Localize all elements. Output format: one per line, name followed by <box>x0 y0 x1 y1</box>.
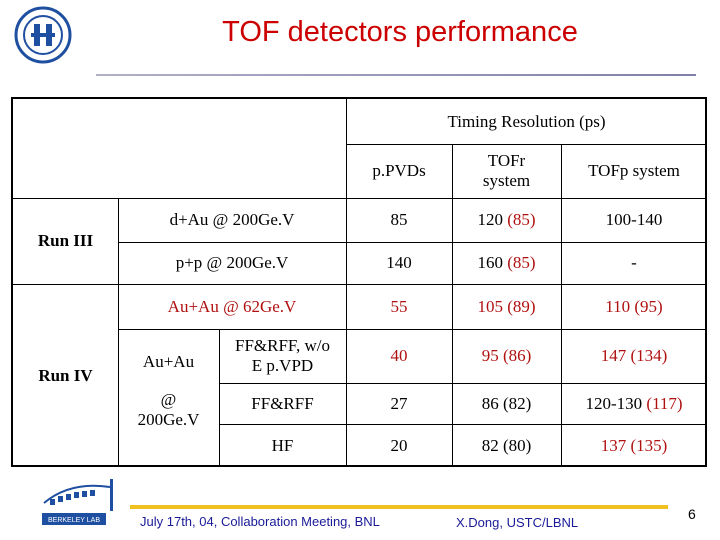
page-number: 6 <box>688 506 696 522</box>
row-hf-ppvd: 20 <box>390 435 408 455</box>
row-pp-ppvd: 140 <box>386 253 412 273</box>
row-pp-tofr-paren: (85) <box>507 253 536 273</box>
row-ffrff-wo-name <box>219 329 346 383</box>
header-tofp-system: TOFp system <box>588 161 680 181</box>
row-ffrff-wo-tofr: 95 (86) <box>481 346 532 366</box>
row-hf-tofr <box>452 424 561 467</box>
row-dau-tofr-paren: (85) <box>507 210 536 230</box>
row-ffrff-tofp-value: 120-130 <box>585 393 643 413</box>
row-ffrff-tofr-value: 86 <box>481 393 499 413</box>
performance-table <box>11 97 707 467</box>
row-dau-name: d+Au @ 200Ge.V <box>169 210 295 230</box>
row-ffrff-ppvd: 27 <box>390 393 408 413</box>
row-hf-tofp: 137 (135) <box>600 435 668 455</box>
header-tofr-line2: system <box>482 171 531 190</box>
title-divider <box>96 74 696 76</box>
row-hf-name: HF <box>271 435 294 455</box>
row-auau62-ppvd: 55 <box>390 296 408 316</box>
header-tofr-line1: TOFr <box>487 151 526 171</box>
footer-meeting: July 17th, 04, Collaboration Meeting, BNL <box>140 514 380 529</box>
footer-author: X.Dong, USTC/LBNL <box>456 515 579 530</box>
row-auau62-tofr: 105 (89) <box>477 296 536 316</box>
run4-label: Run IV <box>38 365 93 385</box>
row-ffrff-tofp-paren: (117) <box>646 393 683 413</box>
row-dau-tofr-value: 120 <box>477 210 503 230</box>
group-auau200-line1: Au+Au <box>142 352 195 372</box>
lab-logo-text: BERKELEY LAB <box>47 517 101 524</box>
header-ppvds: p.PVDs <box>372 161 426 181</box>
group-auau200-at: @ <box>160 390 177 410</box>
row-ffrff-tofr <box>452 383 561 424</box>
row-ffrff-wo-ppvd: 40 <box>390 346 408 366</box>
row-ffrff-tofr-paren: (82) <box>502 393 532 413</box>
group-auau200-line3: 200Ge.V <box>137 410 200 429</box>
footer-bar <box>130 505 668 509</box>
row-auau62-name: Au+Au @ 62Ge.V <box>167 296 297 316</box>
row-hf-tofr-value: 82 <box>481 435 499 455</box>
row-hf-tofr-paren: (80) <box>502 435 532 455</box>
header-tofr-system <box>452 144 561 198</box>
row-ffrff-wo-line2: E p.VPD <box>251 356 314 375</box>
row-ffrff-name: FF&RFF <box>251 393 314 413</box>
row-dau-tofr <box>452 198 561 242</box>
row-pp-tofr <box>452 242 561 284</box>
run3-label: Run III <box>37 231 94 251</box>
row-dau-ppvd: 85 <box>390 210 408 230</box>
row-ffrff-tofp <box>561 383 707 424</box>
page-title: TOF detectors performance <box>222 16 578 48</box>
row-ffrff-wo-tofp: 147 (134) <box>600 346 668 366</box>
row-pp-tofp: - <box>631 253 637 273</box>
row-dau-tofp: 100-140 <box>605 210 663 230</box>
berkeley-lab-logo <box>40 475 130 530</box>
group-auau200-energy <box>118 385 219 435</box>
row-pp-tofr-value: 160 <box>477 253 503 273</box>
row-pp-name: p+p @ 200Ge.V <box>175 253 289 273</box>
header-timing-resolution: Timing Resolution (ps) <box>447 111 606 131</box>
row-auau62-tofp: 110 (95) <box>605 296 663 316</box>
row-ffrff-wo-line1: FF&RFF, w/o <box>234 336 331 356</box>
